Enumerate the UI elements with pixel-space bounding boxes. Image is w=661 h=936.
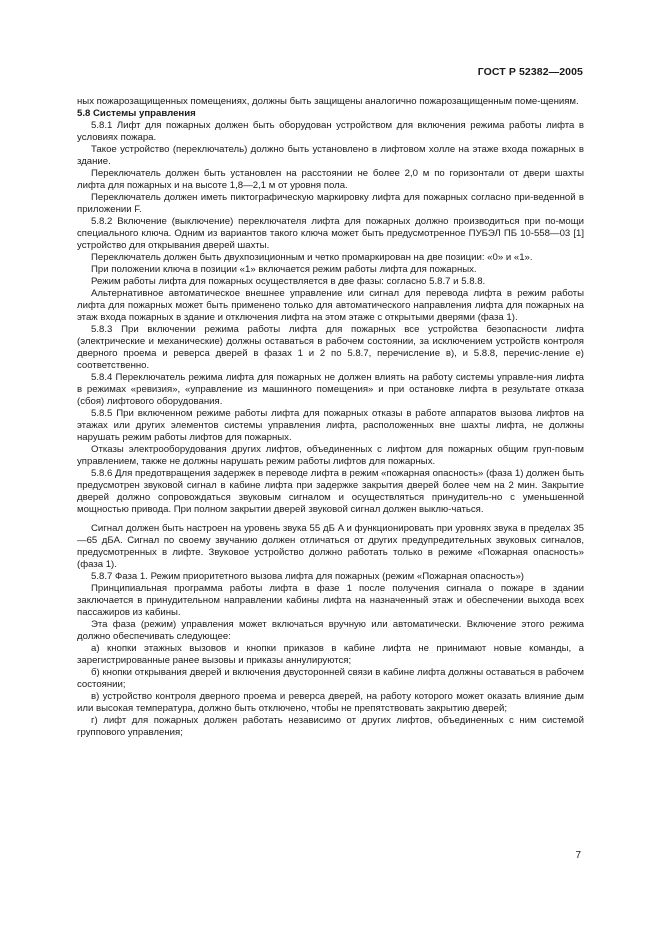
paragraph: Принципиальная программа работы лифта в фазе 1 после получения сигнала о пожаре в здании заключается в принудительном направлении кабины лифта на назначенный этаж и обеспечении выхода всех пассажиров из кабины. bbox=[77, 583, 584, 618]
document-header: ГОСТ Р 52382—2005 bbox=[477, 66, 583, 78]
list-item: г) лифт для пожарных должен работать независимо от других лифтов, объединенных с ним системой группового управления; bbox=[77, 715, 584, 738]
paragraph: 5.8.4 Переключатель режима лифта для пожарных не должен влиять на работу системы управле-ния лифта в режимах «ревизия», «управление из машинного помещения» и при остановке лифта в результате отказа (сбоя) лифтового оборудования. bbox=[77, 372, 584, 407]
paragraph: Альтернативное автоматическое внешнее управление или сигнал для перевода лифта в режим работы лифта для пожарных может быть применено только для автоматического направления лифта для пожарных на этаж входа пожарных в здание и отключения лифта на этом этаже с открытыми дверями (фаза 1). bbox=[77, 288, 584, 323]
paragraph: Отказы электрооборудования других лифтов, объединенных с лифтом для пожарных общим груп-повым управлением, также не должны нарушать режим работы лифтов для пожарных. bbox=[77, 444, 584, 467]
list-item: б) кнопки открывания дверей и включения двусторонней связи в кабине лифта должны оставаться в рабочем состоянии; bbox=[77, 667, 584, 690]
paragraph: 5.8.2 Включение (выключение) переключателя лифта для пожарных должно производиться при по-мощи специального ключа. Одним из вариантов такого ключа может быть предусмотренное ПУБЭЛ ПБ 10-558—03 [1] устройство для открывания дверей шахты. bbox=[77, 216, 584, 251]
paragraph: Эта фаза (режим) управления может включаться вручную или автоматически. Включение этого режима должно обеспечивать следующее: bbox=[77, 619, 584, 642]
page-number: 7 bbox=[575, 850, 581, 861]
paragraph: Переключатель должен быть установлен на расстоянии не более 2,0 м по горизонтали от двери шахты лифта для пожарных и на высоте 1,8—2,1 м от уровня пола. bbox=[77, 168, 584, 191]
paragraph: 5.8.1 Лифт для пожарных должен быть оборудован устройством для включения режима работы лифта в условиях пожара. bbox=[77, 120, 584, 143]
paragraph: 5.8.3 При включении режима работы лифта для пожарных все устройства безопасности лифта (электрические и механические) должны оставаться в рабочем состоянии, за исключением устройств контроля дверного проема и реверса дверей в фазах 1 и 2 по 5.8.7, перечисление в), и 5.8.8, перечис-ление е) соответственно. bbox=[77, 324, 584, 371]
paragraph: Переключатель должен быть двухпозиционным и четко промаркирован на две позиции: «0» и «1». bbox=[91, 252, 533, 263]
paragraph: 5.8.6 Для предотвращения задержек в переводе лифта в режим «пожарная опасность» (фаза 1) должен быть предусмотрен звуковой сигнал в кабине лифта при задержке закрытия дверей более чем на 2 мин. Закрытие дверей должно сопровождаться звуковым сигналом и осуществляться принудитель-но с уменьшенной мощностью привода. При полном закрытии дверей звуковой сигнал должен выклю-чаться. bbox=[77, 468, 584, 515]
document-body bbox=[77, 96, 584, 739]
paragraph: Режим работы лифта для пожарных осуществляется в две фазы: согласно 5.8.7 и 5.8.8. bbox=[91, 276, 486, 287]
paragraph: Сигнал должен быть настроен на уровень звука 55 дБ A и функционировать при уровнях звука в пределах 35—65 дБA. Сигнал по своему звучанию должен отличаться от других предупредительных звуковых сигналов, предусмотренных в лифте. Звуковое устройство должно работать только в режиме «Пожарная опасность» (фаза 1). bbox=[77, 523, 584, 570]
list-item: в) устройство контроля дверного проема и реверса дверей, на работу которого может оказать влияние дым или высокая температура, должно быть отключено, чтобы не препятствовать закрытию дверей; bbox=[77, 691, 584, 714]
paragraph: 5.8.5 При включенном режиме работы лифта для пожарных отказы в работе аппаратов вызова лифтов на этажах или других элементов системы управления лифта, расположенных вне шахты лифта, не должны нарушать режим работы лифтов для пожарных. bbox=[77, 408, 584, 443]
paragraph: 5.8.7 Фаза 1. Режим приоритетного вызова лифта для пожарных (режим «Пожарная опасность») bbox=[91, 571, 524, 582]
paragraph: При положении ключа в позиции «1» включается режим работы лифта для пожарных. bbox=[91, 264, 477, 275]
list-item: а) кнопки этажных вызовов и кнопки приказов в кабине лифта не принимают новые команды, а зарегистрированные ранее вызовы и приказы аннулируются; bbox=[77, 643, 584, 666]
paragraph: ных пожарозащищенных помещениях, должны быть защищены аналогично пожарозащищенным поме-щениям. bbox=[77, 96, 579, 107]
paragraph: Такое устройство (переключатель) должно быть установлено в лифтовом холле на этаже входа пожарных в здание. bbox=[77, 144, 584, 167]
paragraph: Переключатель должен иметь пиктографическую маркировку лифта для пожарных согласно при-веденной в приложении F. bbox=[77, 192, 584, 215]
section-heading: 5.8 Системы управления bbox=[77, 108, 196, 119]
